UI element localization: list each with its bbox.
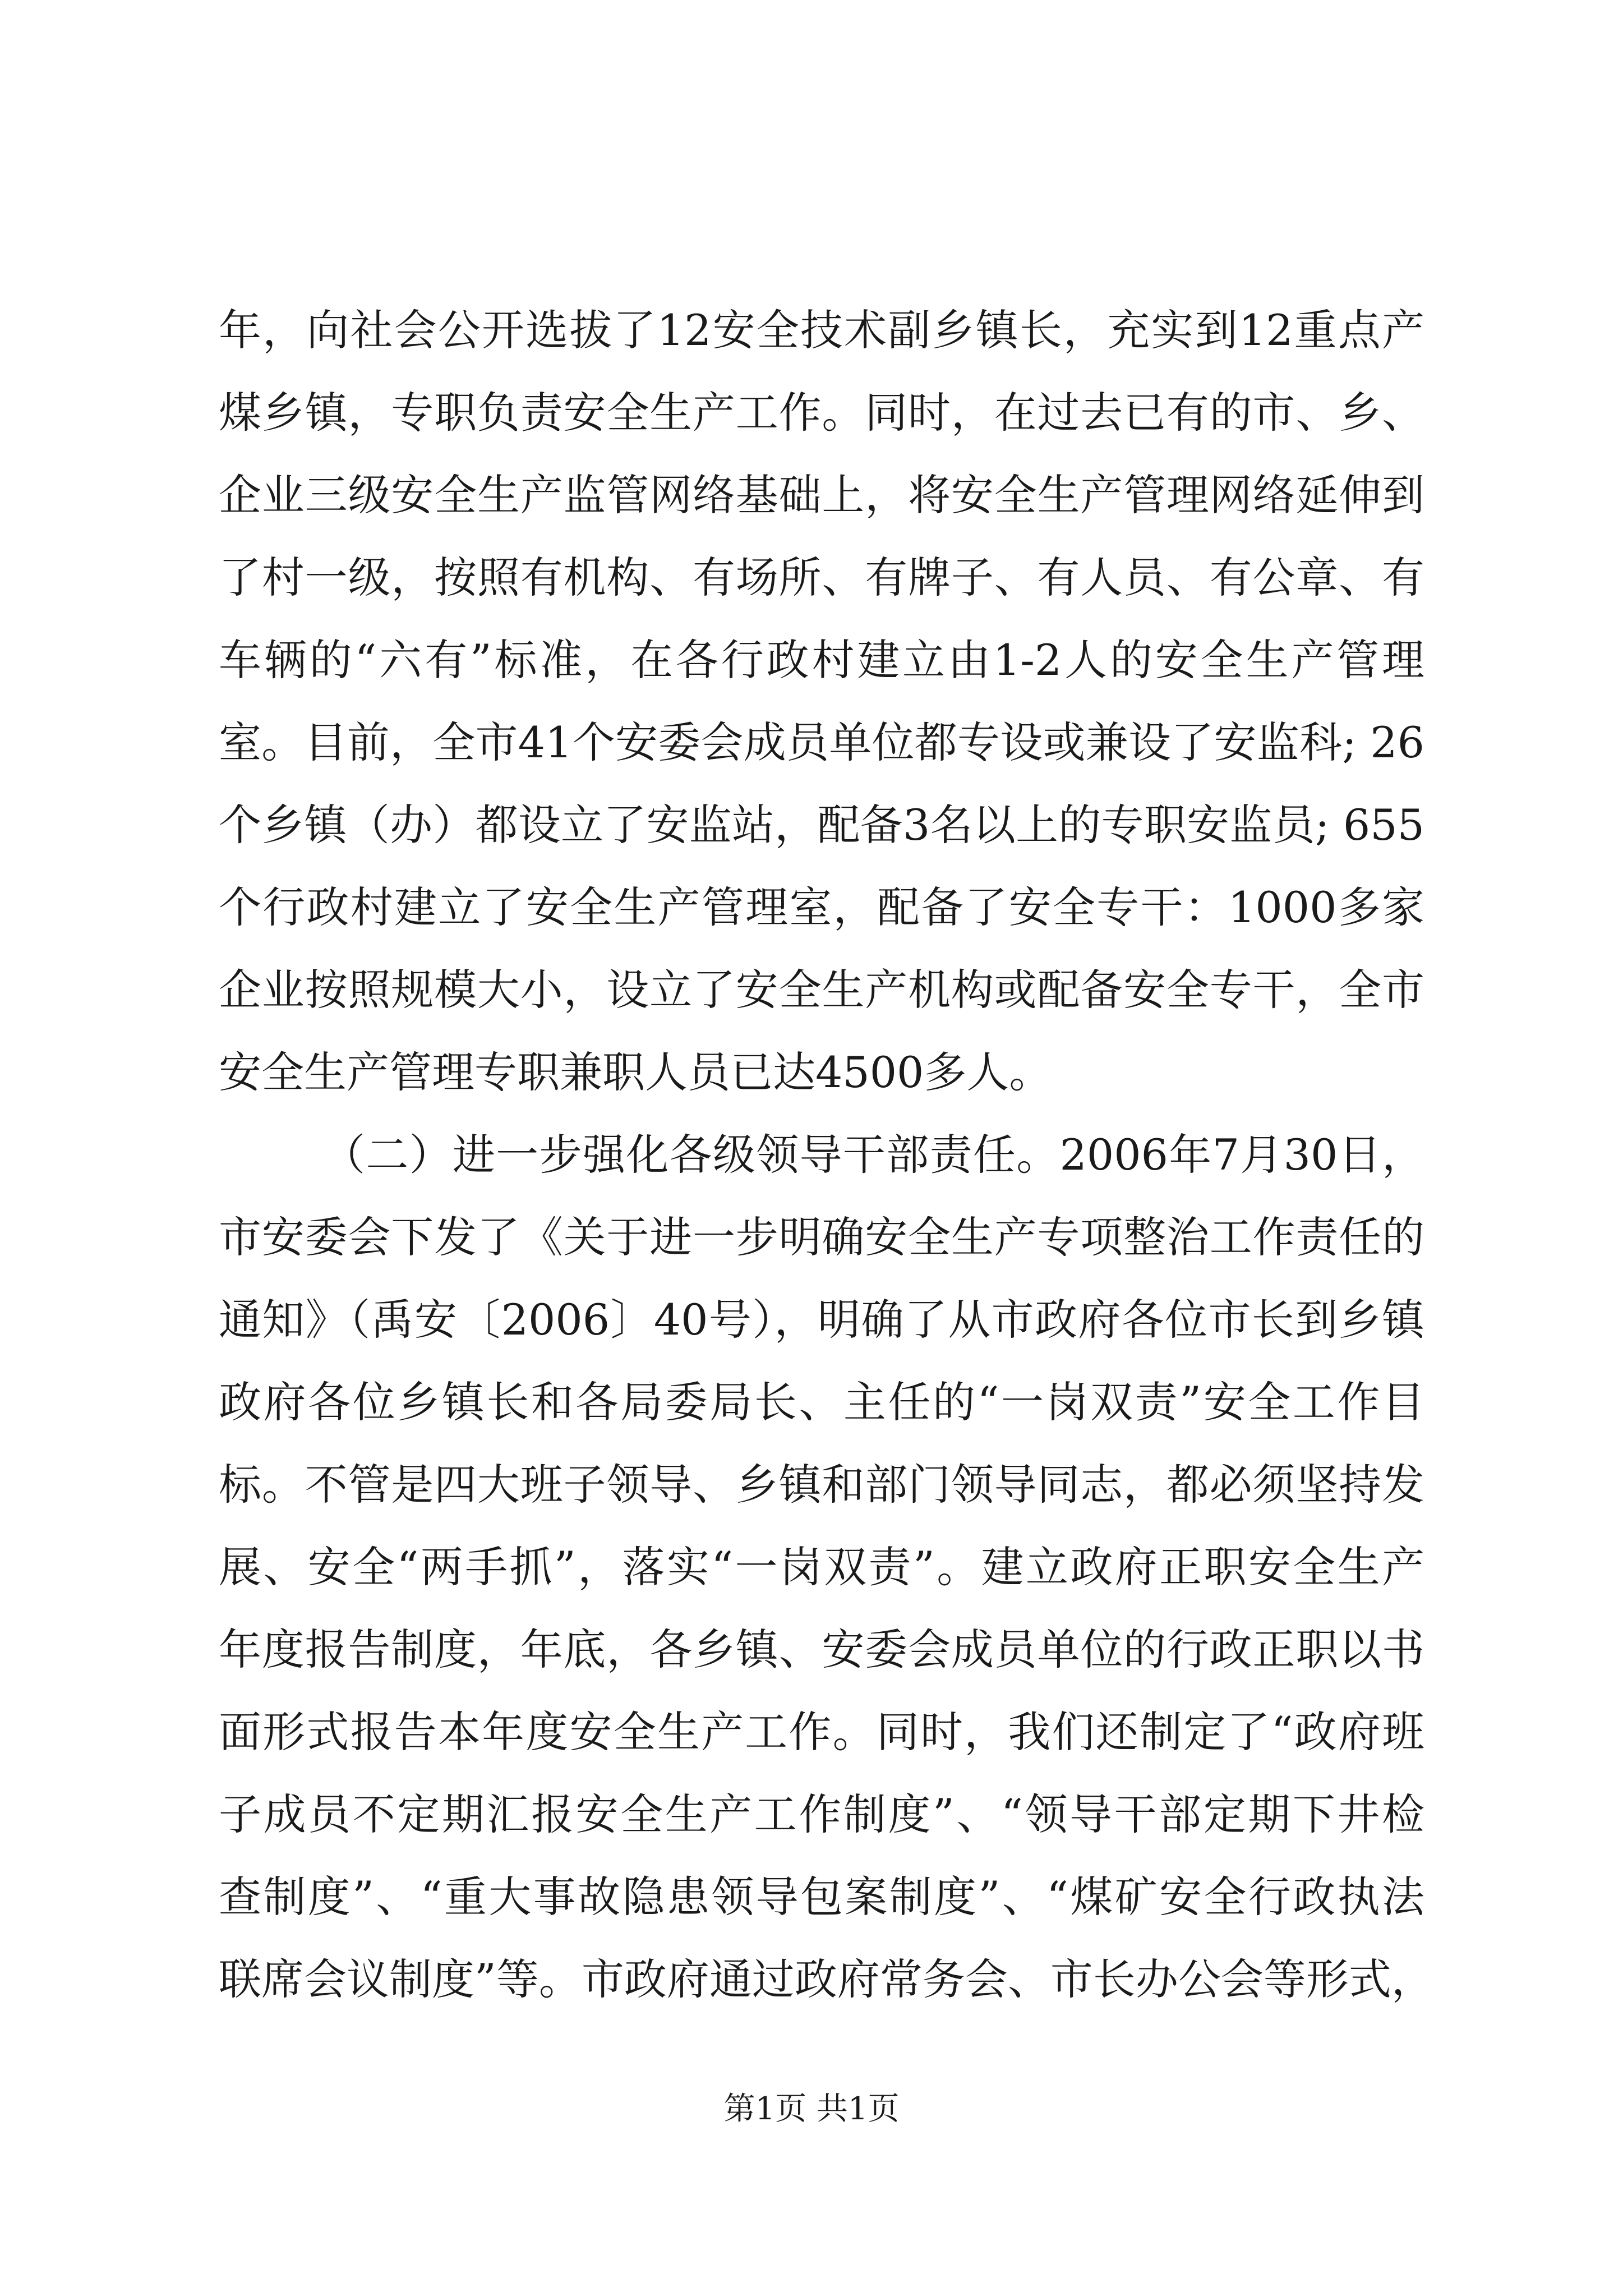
text-line: 联席会议制度”等。市政府通过政府常务会、市长办公会等形式， [219, 1954, 1434, 2004]
text-line: 安全生产管理专职兼职人员已达4500多人。 [219, 1047, 1052, 1097]
text-line: 面形式报告本年度安全生产工作。同时，我们还制定了“政府班 [219, 1707, 1424, 1757]
text-line: 企业三级安全生产监管网络基础上，将安全生产管理网络延伸到 [219, 470, 1424, 520]
text-line: 查制度”、“重大事故隐患领导包案制度”、“煤矿安全行政执法 [219, 1872, 1424, 1922]
text-line: 了村一级，按照有机构、有场所、有牌子、有人员、有公章、有 [219, 553, 1424, 602]
text-line: 市安委会下发了《关于进一步明确安全生产专项整治工作责任的 [219, 1212, 1424, 1262]
text-line: 个行政村建立了安全生产管理室，配备了安全专干：1000多家 [219, 882, 1424, 932]
text-line: 车辆的“六有”标准，在各行政村建立由1-2人的安全生产管理 [219, 635, 1424, 685]
text-line: 通知》（禹安〔2006〕40号），明确了从市政府各位市长到乡镇 [219, 1295, 1424, 1345]
text-line: （二）进一步强化各级领导干部责任。2006年7月30日， [322, 1130, 1424, 1180]
text-line: 煤乡镇，专职负责安全生产工作。同时，在过去已有的市、乡、 [219, 388, 1424, 438]
text-line: 室。目前，全市41个安委会成员单位都专设或兼设了安监科; 26 [219, 717, 1424, 767]
text-line: 年度报告制度，年底，各乡镇、安委会成员单位的行政正职以书 [219, 1625, 1424, 1674]
text-line: 企业按照规模大小，设立了安全生产机构或配备安全专干，全市 [219, 965, 1424, 1015]
body-text [219, 289, 1434, 2021]
text-line: 标。不管是四大班子领导、乡镇和部门领导同志，都必须坚持发 [219, 1460, 1424, 1510]
page-footer: 第1页 共1页 [723, 2091, 900, 2127]
text-line: 年，向社会公开选拔了12安全技术副乡镇长，充实到12重点产 [219, 305, 1424, 355]
text-line: 个乡镇（办）都设立了安监站，配备3名以上的专职安监员; 655 [219, 800, 1424, 850]
text-line: 展、安全“两手抓”，落实“一岗双责”。建立政府正职安全生产 [219, 1542, 1424, 1592]
text-line: 子成员不定期汇报安全生产工作制度”、“领导干部定期下井检 [219, 1789, 1424, 1839]
text-line: 政府各位乡镇长和各局委局长、主任的“一岗双责”安全工作目 [219, 1377, 1424, 1427]
